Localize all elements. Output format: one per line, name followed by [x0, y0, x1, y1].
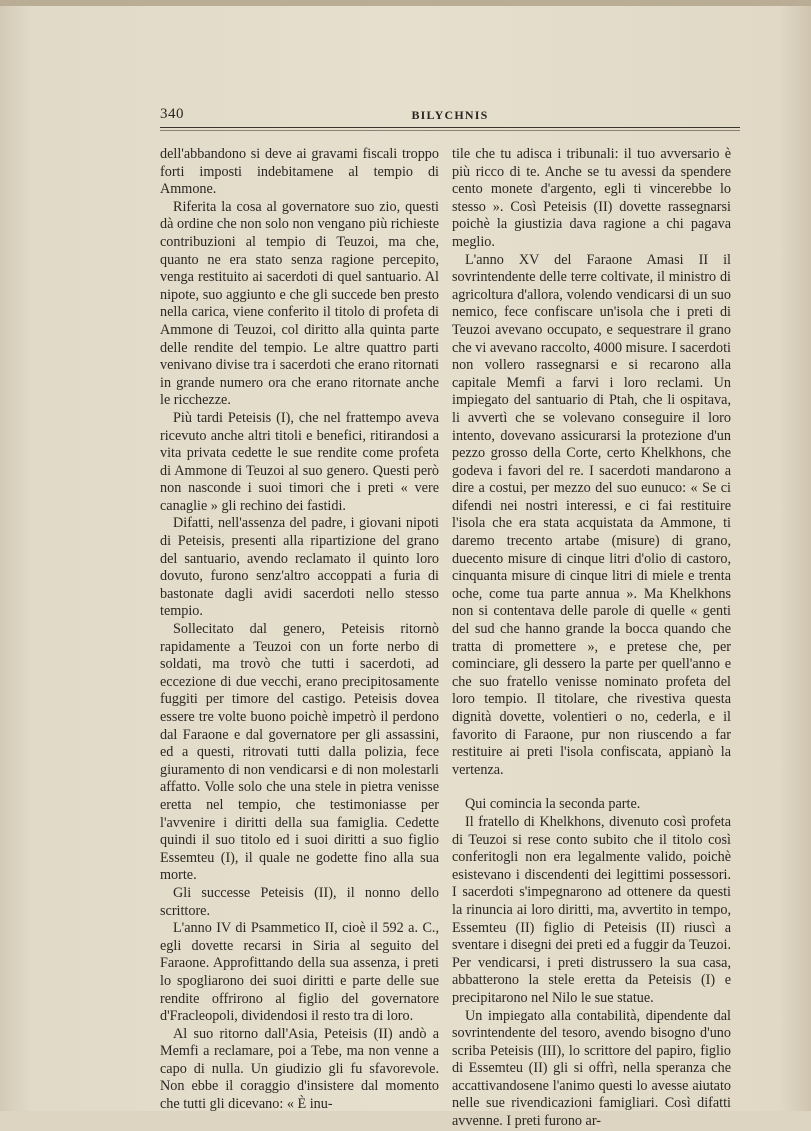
right-text-column: [452, 146, 731, 1131]
paragraph: tile che tu adisca i tribunali: il tuo avversario è più ricco di te. Anche se tu avessi da spendere cento monete d'argento, egli ti vincerebbe lo stesso ». Così Peteisis (II) dovette rassegnarsi poichè la giustizia dava ragione a chi pagava meglio.: [452, 146, 731, 250]
header-rule: [160, 127, 740, 128]
paragraph: Difatti, nell'assenza del padre, i giovani nipoti di Peteisis, presenti alla ripartizione del grano del santuario, avendo reclamato il quinto loro dovuto, furono senz'altro accoppati a furia di bastonate dagli avidi sacerdoti nello stesso tempio.: [160, 515, 439, 620]
page-number: 340: [160, 106, 184, 122]
paragraph: Sollecitato dal genero, Peteisis ritornò rapidamente a Teuzoi con un forte nerbo di soldati, ma trovò che tutti i sacerdoti, ad eccezione di due vecchi, erano precipitosamente fuggiti per timore del castigo. Peteisis dovea essere tre volte buono poichè impetrò il perdono dal Faraone e dal governatore per gli assassini, ed a questi, ritrovati tutti dalla polizia, fece giuramento di non vendicarsi e di non molestarli affatto. Volle solo che una stele in pietra venisse eretta nel tempio, che testimoniasse per l'avvenire i diritti della sua famiglia. Cedette quindi il suo titolo ed i suoi diritti a suo figlio Essemteu (I), il quale ne godette fino alla sua morte.: [160, 621, 439, 884]
running-head: BILYCHNIS: [411, 108, 489, 122]
paragraph: Un impiegato alla contabilità, dipendente dal sovrintendente del tesoro, avendo bisogno d'uno scriba Peteisis (III), lo scrittore del papiro, figlio di Essemteu (II) gli si offrì, nella speranza che accattivandosene l'animo questi lo avesse aiutato nelle sue rivendicazioni famigliari. Così difatti avvenne. I preti furono ar-: [452, 1007, 731, 1130]
paragraph: Gli successe Peteisis (II), il nonno dello scrittore.: [160, 884, 439, 919]
page-top-edge: [0, 0, 811, 6]
page-header: [160, 100, 740, 124]
paragraph: Riferita la cosa al governatore suo zio, questi dà ordine che non solo non vengano più richieste contribuzioni al tempio di Teuzoi, ma che, quanto ne era stato senza ragione percepito, venga restituito ai sacerdoti di quel santuario. Al nipote, suo aggiunto e che gli succede ben presto nella carica, viene conferito il titolo di profeta di Ammone di Teuzoi, col diritto alla quinta parte delle rendite del tempio. Le altre quattro parti venivano divise tra i sacerdoti che erano ritornati in grande numero ora che erano ritornate anche le ricchezze.: [160, 198, 439, 409]
paragraph: L'anno XV del Faraone Amasi II il sovrintendente delle terre coltivate, il ministro di agricoltura d'allora, volendo vendicarsi di un suo nemico, fece confiscare un'isola che i preti di Teuzoi avevano occupato, e sequestrare il grano che vi avevano raccolto, 4000 misure. I sacerdoti non vollero rassegnarsi e si recarono alla capitale Memfi a farvi i loro reclami. Un impiegato del santuario di Ptah, che li ospitava, li avvertì che se volevano conseguire il loro intento, dovevano assicurarsi la protezione d'un pezzo grosso della Corte, certo Khelkhons, che godeva i favori del re. I sacerdoti mandarono a dire a costui, per mezzo del suo eunuco: « Se ci difendi nei nostri interessi, e ci fai restituire l'isola che era stata acquistata da Ammone, ti daremo trecento artabe (misure) di grano, duecento misure di cinque litri d'olio di castoro, cinquanta misure di cinque litri di miele e trenta oche, come tua parte annua ». Ma Khelkhons non si contentava delle parole di quelle « genti del sud che hanno grande la bocca quando che tratta di promettere », e pretese che, per cominciare, gli dessero la parte per quell'anno e che suo fratello venisse nominato profeta del loro tempio. Il titolare, che rivestiva questa dignità dovette, volentieri o no, cederla, e il favorito di Faraone, pur non riuscendo a far restituire ai preti l'isola confiscata, appianò la vertenza.: [452, 251, 731, 778]
paragraph: L'anno IV di Psammetico II, cioè il 592 a. C., egli dovette recarsi in Siria al seguito del Faraone. Approfittando della sua assenza, i preti lo spogliarono dei suoi diritti e parte delle sue rendite offrirono al figlio del governatore d'Fracleopoli, dividendosi il resto tra di loro.: [160, 920, 439, 1025]
header-rule-thin: [160, 130, 740, 131]
paragraph: Al suo ritorno dall'Asia, Peteisis (II) andò a Memfi a reclamare, poi a Tebe, ma non venne a capo di nulla. Un giudizio gli fu sfavorevole. Non ebbe il coraggio d'insistere dal momento che tutti gli dicevano: « È inu-: [160, 1025, 439, 1113]
paragraph: dell'abbandono si deve ai gravami fiscali troppo forti imposti indebitamene al tempio di Ammone.: [160, 146, 439, 198]
paragraph: Il fratello di Khelkhons, divenuto così profeta di Teuzoi si rese conto subito che il titolo così conferitogli non era legalmente valido, poichè esistevano i discendenti dei legittimi possessori. I sacerdoti s'impegnarono ad ottenere da questi la rinuncia ai loro diritti, ma, avvertito in tempo, Essemteu (II) figlio di Peteisis (II) riuscì a sventare i disegni dei preti ed a fuggir da Teuzoi. Per vendicarsi, i preti distrussero la sua casa, abbatterono la stele eretta da Peteisis (I) e precipitarono nel Nilo le sue statue.: [452, 813, 731, 1006]
paragraph: Qui comincia la seconda parte.: [465, 796, 641, 813]
left-text-column: [160, 146, 439, 1114]
paragraph: Più tardi Peteisis (I), che nel frattempo aveva ricevuto anche altri titoli e benefici, ritirandosi a vita privata cedette le sue rendite come profeta di Ammone di Teuzoi al suo genero. Questi però non nasconde i suoi timori che i preti « vere canaglie » gli rechino dei fastidi.: [160, 409, 439, 514]
